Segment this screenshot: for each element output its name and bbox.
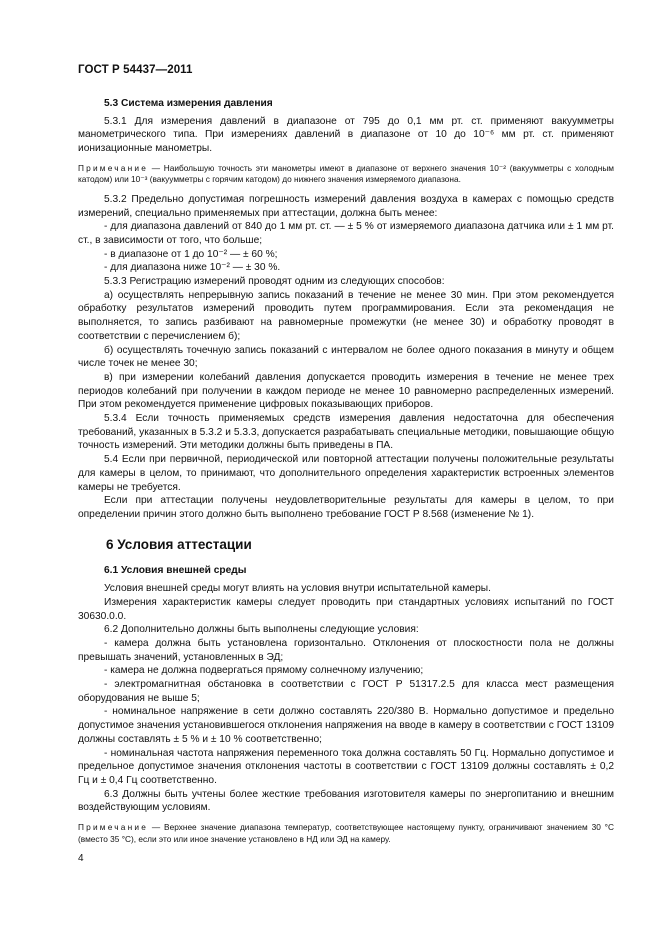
chapter-6-title: 6 Условия аттестации <box>106 536 252 552</box>
paragraph-6-2: 6.2 Дополнительно должны быть выполнены следующие условия: <box>104 624 419 636</box>
section-5-3-title: 5.3 Система измерения давления <box>104 98 273 109</box>
list-item: - электромагнитная обстановка в соответствии с ГОСТ Р 51317.2.5 для класса мест размещения оборудования не выше 5; <box>78 679 614 704</box>
note-text: — Наибольшую точность эти манометры имеют в диапазоне от верхнего значения 10⁻² (вакуумметры с холодным катодом) или 10⁻³ (вакуумметры с горячим катодом) до нижнего значения измеряемого диапазона. <box>78 162 614 185</box>
note-label: Примечание <box>78 162 149 173</box>
list-item: - камера должна быть установлена горизонтально. Отклонения от плоскостности пола не должны превышать значений, установленных в ЭД; <box>78 637 614 663</box>
paragraph-5-3-1: 5.3.1 Для измерения давлений в диапазоне от 795 до 0,1 мм рт. ст. применяют вакуумметры манометрического типа. При измерениях давлений в диапазоне от 10 до 10⁻⁶ мм рт. ст. применяют ионизационные манометры. <box>78 115 614 155</box>
list-item: б) осуществлять точечную запись показаний с интервалом не более одного показания в минуту и общем числе точек не менее 30; <box>78 344 614 370</box>
page-body <box>78 90 614 852</box>
list-item: - номинальная частота напряжения переменного тока должна составлять 50 Гц. Нормально допустимое и предельное допустимое значения отклонения частоты в соответствии с ГОСТ 13109 должны составлять ± 0,2 Гц и ± 0,4 Гц соответственно. <box>78 747 614 786</box>
document-code: ГОСТ Р 54437—2011 <box>78 64 193 76</box>
list-item: в) при измерении колебаний давления допускается проводить измерения в течение не менее трех периодов колебаний при получении в каждом периоде не менее 10 равномерно распределенных измерений. При этом рекомендуется применение цифровых показывающих приборов. <box>78 371 614 411</box>
list-item: - для диапазона давлений от 840 до 1 мм рт. ст. — ± 5 % от измеряемого диапазона датчика или ± 1 мм рт. ст., в зависимости от того, что больше; <box>78 221 614 246</box>
note-6-3 <box>78 822 614 845</box>
note-5-3-1 <box>78 163 614 186</box>
paragraph-6-3: 6.3 Должны быть учтены более жесткие требования изготовителя камеры по энергопитанию и внешним воздействующим условиям. <box>78 788 614 814</box>
paragraph-5-4: 5.4 Если при первичной, периодической или повторной аттестации получены положительные результаты для камеры в целом, то принимают, что дополнительного определения характеристик встроенных элементов камеры не требуется. <box>78 454 614 493</box>
paragraph-5-3-3: 5.3.3 Регистрацию измерений проводят одним из следующих способов: <box>104 276 445 288</box>
list-item: - номинальное напряжение в сети должно составлять 220/380 В. Нормально допустимое и предельно допустимое значения установившегося отклонения напряжения на вводе в камеру в соответствии с ГОСТ 13109 должны составлять ± 5 % и ± 10 % соответственно; <box>78 706 614 745</box>
paragraph-6-1: Условия внешней среды могут влиять на условия внутри испытательной камеры. <box>104 583 491 595</box>
page-number: 4 <box>78 853 84 864</box>
paragraph-5-4-cont: Если при аттестации получены неудовлетворительные результаты для камеры в целом, то при определении причин этого должно быть выполнено требование ГОСТ Р 8.568 (изменение № 1). <box>78 495 614 520</box>
list-item: - в диапазоне от 1 до 10⁻² — ± 60 %; <box>104 248 278 260</box>
paragraph-5-3-2: 5.3.2 Предельно допустимая погрешность измерений давления воздуха в камерах с помощью средств измерений, специально применяемых при аттестации, должна быть менее: <box>78 193 614 219</box>
note-label: Примечание <box>78 822 149 833</box>
paragraph-5-3-4: 5.3.4 Если точность применяемых средств измерения давления недостаточна для обеспечения требований, указанных в 5.3.2 и 5.3.3, допускается разрабатывать специальные методики, повышающие общую точность измерений. Эти методики должны быть приведены в ПА. <box>78 413 614 452</box>
list-item: - камера не должна подвергаться прямому солнечному излучению; <box>104 665 424 677</box>
section-6-1-title: 6.1 Условия внешней среды <box>104 565 247 577</box>
note-text: — Верхнее значение диапазона температур, соответствующее настоящему пункту, ограничивают значением 30 °С (вместо 35 °С), если это или иное значение установлено в НД или ЭД на камеру. <box>78 822 614 844</box>
list-item: а) осуществлять непрерывную запись показаний в течение не менее 30 мин. При этом рекомендуется обработку результатов измерений проводить путем программирования. Если эта рекомендация не выполняется, то запись разбивают на равномерные промежутки (не менее 30) и обработку проводят в соответствии с перечислением б); <box>78 289 614 342</box>
paragraph-6-1-cont: Измерения характеристик камеры следует проводить при стандартных условиях испытаний по ГОСТ 30630.0.0. <box>78 596 614 622</box>
list-item: - для диапазона ниже 10⁻² — ± 30 %. <box>104 262 281 274</box>
